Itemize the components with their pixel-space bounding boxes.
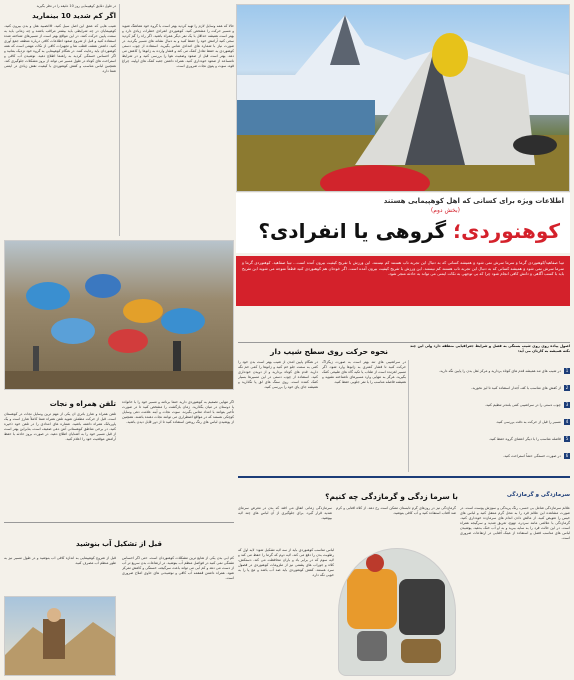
point-number: 2 [565,385,569,390]
gear-clothing-photo [338,548,456,676]
hero-photo-tent [236,4,570,192]
title-red: کوهنوردی؛ [453,219,560,243]
point-number: 6 [565,453,569,458]
section-solo-heading: قبل از تشکیل آب بنوشید [76,540,162,548]
descent-text-mid: در سراشیبی های تند بهتر است به صورت زیگزاگ حرکت کنید تا فشار کمتری به زانوها وارد شود. اگر مسیر لغزنده است از طناب یا تکیه گاه های طبیعی کمک بگیرید. هرگز به تنهایی وارد مسیرهای ناشناخته نشوید و همیشه فاصله مناسب را با نفر جلویی حفظ کنید. [322,360,406,384]
section-rule-2 [238,342,570,343]
headline-block [236,193,570,253]
section-clothing-heading: با سرما زدگی و گرمازدگی چه کنیم؟ [325,492,458,501]
phone-section-text-2: اگر تنهایی تصمیم به کوهنوردی دارید حتماً برنامه و مسیر خود را با خانواده یا دوستان در میان بگذارید. زمان بازگشت را مشخص کنید تا در صورت تأخیر بتوانند با امداد تماس بگیرند. سوت نجات و آینه علامت دهی وسایل کوچکی هستند که در مواقع اضطراری می توانند نجات دهنده باشند. همچنین از پوشیدن لباس های رنگ روشن استفاده کنید تا از دور قابل دیدن باشید. [122,400,234,424]
column-divider [119,4,120,236]
clothing-text-right: علائم سرمازدگی شامل بی حسی، رنگ پریدگی و سوزش پوست است. در صورت مشاهده این علائم فرد را به محل گرم منتقل کنید و لباس های خیس را تعویض کنید. از مالش دادن اندام های سرمازده خودداری کنید. گرمازدگی با علائمی مانند سردرد، تهوع، تعریق شدید و سرگیجه همراه است. در این حالت فرد را به سایه ببرید و به او آب خنک بدهید. پوشیدن لباس های مناسب فصل و استفاده از عینک آفتابی در ارتفاعات ضروری است. [460,506,570,540]
point-number: 3 [565,402,569,407]
section-descent-heading: نحوه حرکت روی سطح شیب دار [270,347,388,356]
point-number: 4 [565,419,569,424]
section-rule-3 [238,476,570,478]
clothing-text-left: سرمازدگی زمانی اتفاق می افتد که بدن در معرض سرمای شدید قرار گیرد. برای جلوگیری از آن لباس های چند لایه بپوشید. [238,506,332,520]
descent-text-left: در هنگام پایین آمدن از شیب بهتر است بدن خود را کمی به سمت جلو خم کنید و زانوها را کمی خم نگه دارید. قدم های کوتاه بردارید و از دویدن خودداری کنید. استفاده از چوب دستی در این مسیرها بسیار کمک کننده است. روی سنگ های لق پا نگذارید و همیشه جای پای خود را بررسی کنید. [238,360,318,389]
point-number: 1 [565,368,569,373]
title-black: گروهی یا انفرادی؟ [258,219,454,243]
small-label: در طول دقایق کوهپیمایی روز 10 دقیقه را در نظر بگیرید [36,4,116,8]
section-fill-heading: اگر کم شدید 10 بینمارید [32,12,116,20]
headline-kicker: اطلاعات ویژه برای کسانی که اهل کوهپیمایی هستند [383,197,564,205]
list-item: 2 از کفش های مناسب با کف آجدار استفاده کنید تا لیز نخورید. [471,385,569,390]
altitude-label: اصول پیاده روی روی شیب بستگی به فصل و شرایط جغرافیایی منطقه دارد ولی این چند نکته همیشه به کارتان می آید: [410,344,570,353]
solo-section-text-2: قبل از شروع کوهپیمایی به اندازه کافی آب بنوشید و در طول مسیر نیز به طور منظم آب مصرف کنید. [4,556,116,565]
frost-label: سرمازدگی و گرمازدگی [506,492,570,498]
hiker-photo [4,596,116,676]
list-item: 4 مسیر را قبل از حرکت به دقت بررسی کنید. [495,419,569,424]
group-tents-photo [4,240,234,390]
list-item: 5 فاصله مناسب را با دیگر اعضای گروه حفظ کنید. [488,436,569,441]
point-number: 5 [565,436,569,441]
section-rule [4,522,234,523]
list-item: 3 چوب دستی را در سراشیبی کمی بلندتر تنظیم کنید. [484,402,569,407]
page-title [258,219,560,243]
column-divider-2 [408,360,409,472]
numbered-list [410,368,570,472]
headline-kicker-part: (بخش دوم) [430,207,460,214]
intro-paragraph: تیبا صفاهید/کوهنوردی گرما و سرما سرش نمی شود و همیشه کسانی که به دنبال این تجربه تاب هستند کم نیستند. این ورزش با تفریح کیفیت بیرون آمده است... تیبا صفاهید. کوهنوردی گرما و سرما سرش نمی شود و همیشه کسانی که به دنبال این تجربه تاب هستند کم نیستند. این ورزش با تفریح کیفیت بیرون آمده است. اگر خودتان هم کوهنوردی کنید قطعاً متوجه می شوید این تفریح باید با کسب آگاهی و دانش کافی انجام شود چرا که بی توجهی به نکات ایمنی می تواند به حادثه منجر شود. [236,256,570,306]
phone-section-text: تلفن همراه و شارژ باتری آن یکی از مهم ترین وسایل نجات در کوهستان است. قبل از حرکت مطمئن شوید تلفن همراه شما کاملاً شارژ است و یک پاوربانک همراه داشته باشید. شماره های امدادی را در تلفن خود ذخیره کنید. در برخی مناطق کوهستانی آنتن دهی ضعیف است، بنابراین بهتر است از قبل مسیر خود را به آشنایان اطلاع دهید. در صورت بروز حادثه با حفظ آرامش موقعیت خود را اعلام کنید. [4,412,116,441]
clothing-text-mid: گرمازدگی نیز در روزهای گرم تابستان ممکن است رخ دهد. از کلاه آفتابی و کرم ضد آفتاب استفاده کنید و آب کافی بنوشید. [336,506,456,515]
solo-section-text: کم آبی بدن یکی از شایع ترین مشکلات کوهنوردان است. حتی اگر احساس تشنگی نمی کنید در فواصل منظم آب بنوشید. در ارتفاعات بدن سریع تر آب از دست می دهد و کم آبی می تواند باعث سرگیجه، خستگی و کاهش تمرکز شود. همراه داشتن قمقمه آب کافی و نوشیدنی های حاوی املاح ضروری است. [122,556,234,580]
left-col-text-2: حالا که همه وسایل لازم را تهیه کردید بهتر است با گروه خود هماهنگ شوید و مسیر حرکت را مشخص کنید. کوهنوردی انفرادی خطرات زیادی دارد و بهتر است همیشه حداقل با یک نفر دیگر همراه باشید. اگر راه را گم کردید سعی کنید آرامش خود را حفظ کنید و به دنبال نشانه های مسیر بگردید. در صورت نیاز با شماره های امدادی تماس بگیرید. استفاده از چوب دستی کوهنوردی به حفظ تعادل کمک می کند و فشار وارده به زانوها را کاهش می دهد. بهتر است قبل از صعود وضعیت هوا را بررسی کنید و در شرایط نامساعد از صعود خودداری کنید. همراه داشتن جعبه کمک های اولیه، چراغ قوه، سوت و پتوی نجات ضروری است. [122,24,234,68]
list-item: 1 در شیب های تند همیشه قدم های کوتاه بردارید و مرکز ثقل بدن را پایین نگه دارید. [438,368,569,373]
clothing-text-left-2: لباس مناسب کوهنوردی باید از سه لایه تشکیل شود: لایه اول که رطوبت بدن را دفع می کند، لایه دوم که گرما را حفظ می کند و لایه سوم که در برابر باد و باران محافظت می کند. دستکش، کلاه و جوراب های پشمی نیز از ملزومات کوهنوردی در فصول سرد هستند. کفش کوهنوردی باید ضد آب باشد و مچ پا را به خوبی نگه دارد. [238,548,334,577]
list-item: 6 در صورت خستگی حتماً استراحت کنید. [503,453,569,458]
left-col-text-1: شیب هایی که عمق این اصل سیل کنید. #اتصبید هتل و بدن بیرون کنید. کوهپیمایان در چه شرایطی باید بیشتر مراقب باشند و چه زمانی باید به سمت پایین حرکت کنند. در این مواقع بهتر است از مسیرهای شناخته شده استفاده کنید و قبل از شروع صعود اطلاعات کافی درباره منطقه جمع آوری کنید. داشتن نقشه، قطب نما و تجهیزات کافی از نکات مهمی است که همه کوهنوردان باید رعایت کنند. در هنگام کوهپیمایی به گروه خود نزدیک بمانید و اگر احساس خستگی کردید به راهنما اطلاع دهید. نوشیدن آب کافی و استراحت های کوتاه در طول مسیر می تواند از بروز مشکلات جلوگیری کند. همچنین لباس مناسب و کفش کوهنوردی با کیفیت نقش زیادی در ایمنی شما دارد. [4,24,116,73]
section-phone-heading: تلفن همراه و نجات [49,400,116,408]
